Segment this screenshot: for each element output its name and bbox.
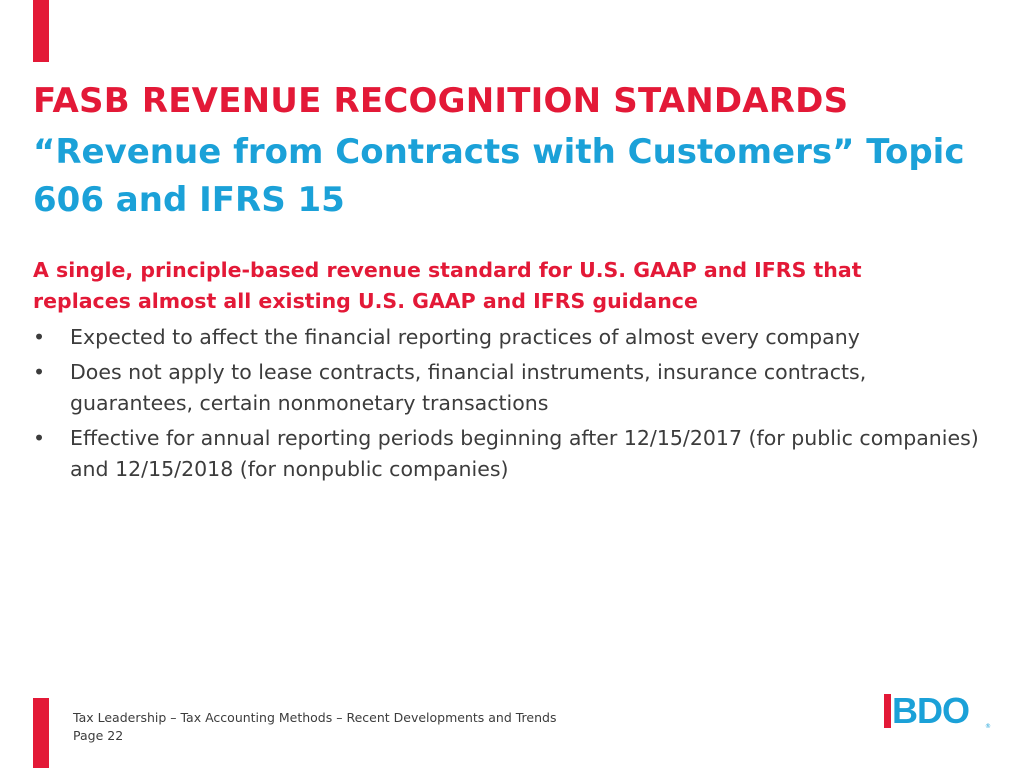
footer-page-number: Page 22: [73, 728, 124, 743]
footer-presentation-title: Tax Leadership – Tax Accounting Methods – Recent Developments and Trends: [73, 710, 557, 725]
bullet-text: Expected to affect the financial reporting practices of almost every company: [70, 325, 860, 349]
title-block: [33, 78, 993, 224]
bullet-item: [33, 423, 983, 485]
bullet-icon: •: [33, 426, 46, 450]
registered-mark-icon: ®: [985, 723, 991, 730]
bullet-icon: •: [33, 360, 46, 384]
bottom-accent-bar: [33, 698, 49, 768]
top-accent-bar: [33, 0, 49, 62]
slide-title: FASB REVENUE RECOGNITION STANDARDS: [33, 81, 849, 121]
lead-statement: A single, principle-based revenue standard for U.S. GAAP and IFRS that replaces almost all existing U.S. GAAP and IFRS guidance: [33, 258, 862, 313]
bdo-logo-bar: [884, 694, 891, 728]
slide-subtitle: “Revenue from Contracts with Customers” Topic 606 and IFRS 15: [33, 132, 965, 220]
bullet-list: [33, 322, 983, 489]
bullet-icon: •: [33, 325, 46, 349]
bullet-item: [33, 357, 983, 419]
bullet-text: Effective for annual reporting periods beginning after 12/15/2017 (for public companies) and 12/15/2018 (for nonpublic companies): [70, 426, 979, 481]
bullet-text: Does not apply to lease contracts, financial instruments, insurance contracts, guarantees, certain nonmonetary transactions: [70, 360, 867, 415]
bullet-item: [33, 322, 983, 353]
bdo-logo: [884, 690, 992, 732]
bdo-logo-text: BDO: [892, 690, 969, 731]
footer: [73, 709, 556, 745]
